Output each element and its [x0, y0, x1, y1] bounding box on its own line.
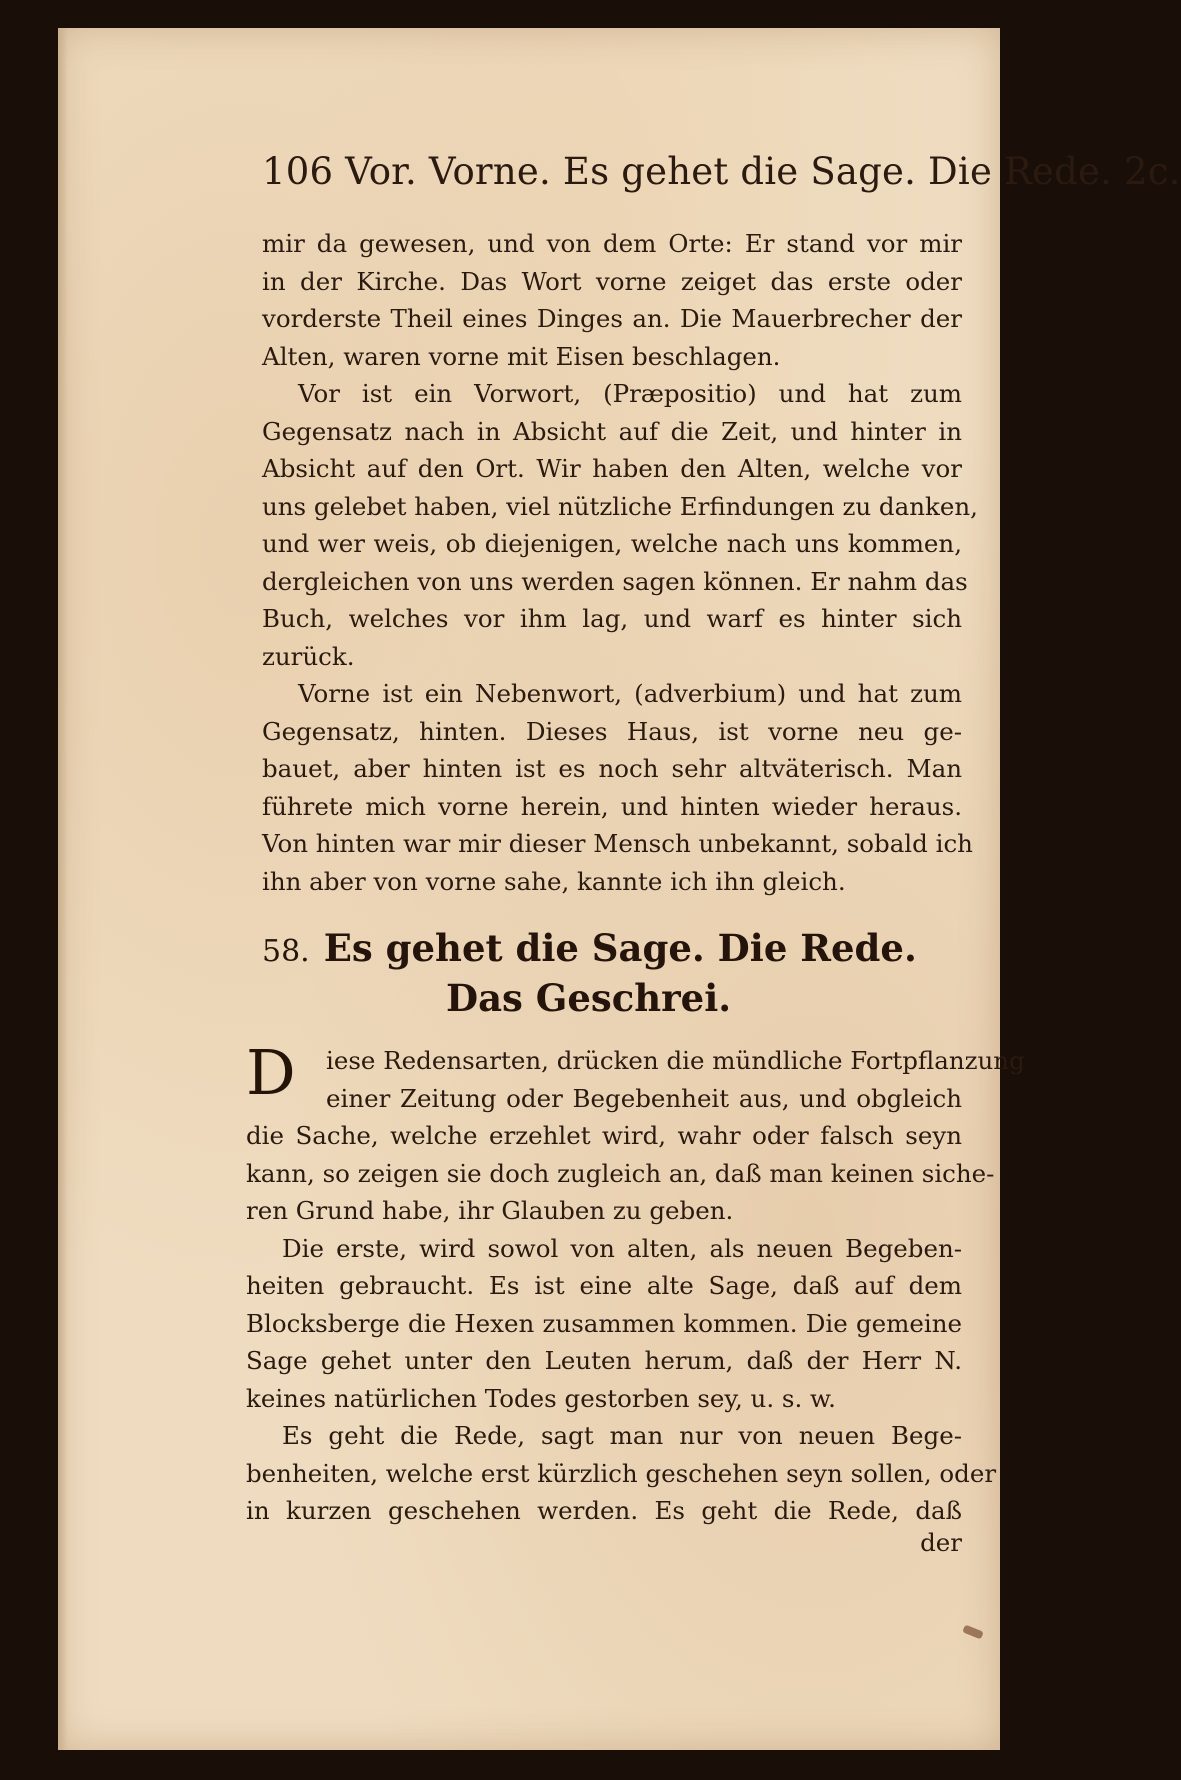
- text-line: keines natürlichen Todes gestorben sey, u. s. w.: [246, 1383, 836, 1413]
- text-line: und wer weis, ob diejenigen, welche nach uns kommen,: [262, 529, 962, 558]
- heading-line-2: Das Geschrei.: [446, 976, 732, 1020]
- text-line: in der Kirche. Das Wort vorne zeiget das erste oder: [262, 266, 962, 296]
- paragraph-sage-rede: [246, 1036, 1025, 1530]
- text-line: ihn aber von vorne sahe, kannte ich ihn gleich.: [262, 866, 846, 896]
- text-line: Vorne ist ein Nebenwort, (adverbium) und hat zum: [298, 679, 962, 708]
- text-line: Alten, waren vorne mit Eisen beschlagen.: [262, 341, 781, 371]
- text-line: vorderste Theil eines Dinges an. Die Mauerbrecher der: [262, 304, 962, 333]
- text-line: einer Zeitung oder Begebenheit aus, und obgleich: [326, 1083, 962, 1113]
- text-line: iese Redensarten, drücken die mündliche Fortpflanzung: [326, 1046, 1025, 1075]
- heading-title-1: Es gehet die Sage. Die Rede.: [323, 926, 917, 970]
- text-line: Blocksberge die Hexen zusammen kommen. Die gemeine: [246, 1308, 962, 1338]
- text-line: Die erste, wird sowol von alten, als neuen Begeben-: [282, 1233, 962, 1263]
- text-line: die Sache, welche erzehlet wird, wahr oder falsch seyn: [246, 1121, 962, 1150]
- text-line: benheiten, welche erst kürzlich geschehen seyn sollen, oder: [246, 1458, 997, 1488]
- text-line: bauet, aber hinten ist es noch sehr altväterisch. Man: [262, 754, 962, 783]
- text-line: heiten gebraucht. Es ist eine alte Sage, daß auf dem: [246, 1271, 962, 1300]
- text-line: Absicht auf den Ort. Wir haben den Alten, welche vor: [262, 454, 962, 483]
- text-line: uns gelebet haben, viel nützliche Erfindungen zu danken,: [262, 491, 978, 521]
- text-line: mir da gewesen, und von dem Orte: Er stand vor mir: [262, 229, 962, 258]
- text-line: Von hinten war mir dieser Mensch unbekannt, sobald ich: [262, 829, 973, 858]
- running-head: 106 Vor. Vorne. Es gehet die Sage. Die Rede. 2c.: [262, 150, 1181, 193]
- section-number: 58.: [262, 934, 310, 969]
- text-line: kann, so zeigen sie doch zugleich an, daß man keinen siche-: [246, 1158, 995, 1188]
- drop-cap: D: [246, 1036, 296, 1109]
- text-line: führete mich vorne herein, und hinten wieder heraus.: [262, 791, 962, 821]
- text-line: zurück.: [262, 641, 355, 671]
- text-line: Vor ist ein Vorwort, (Præpositio) und hat zum: [298, 379, 962, 408]
- page-edge-shadow: [58, 28, 68, 1750]
- text-line: ren Grund habe, ihr Glauben zu geben.: [246, 1196, 734, 1225]
- text-line: dergleichen von uns werden sagen können. Er nahm das: [262, 566, 968, 596]
- dropcap-lines: [246, 1036, 1025, 1117]
- text-line: Gegensatz, hinten. Dieses Haus, ist vorne neu ge-: [262, 716, 962, 746]
- catchword: der: [920, 1528, 962, 1557]
- text-line: Gegensatz nach in Absicht auf die Zeit, und hinter in: [262, 416, 962, 446]
- text-line: Buch, welches vor ihm lag, und warf es hinter sich: [262, 604, 962, 633]
- text-line: Es geht die Rede, sagt man nur von neuen Bege-: [282, 1421, 962, 1450]
- paragraph-vor-vorne: [262, 225, 978, 900]
- text-line: in kurzen geschehen werden. Es geht die Rede, daß: [246, 1496, 962, 1525]
- section-heading: [262, 925, 962, 1021]
- text-line: Sage gehet unter den Leuten herum, daß der Herr N.: [246, 1346, 962, 1375]
- heading-line-1: [262, 925, 962, 975]
